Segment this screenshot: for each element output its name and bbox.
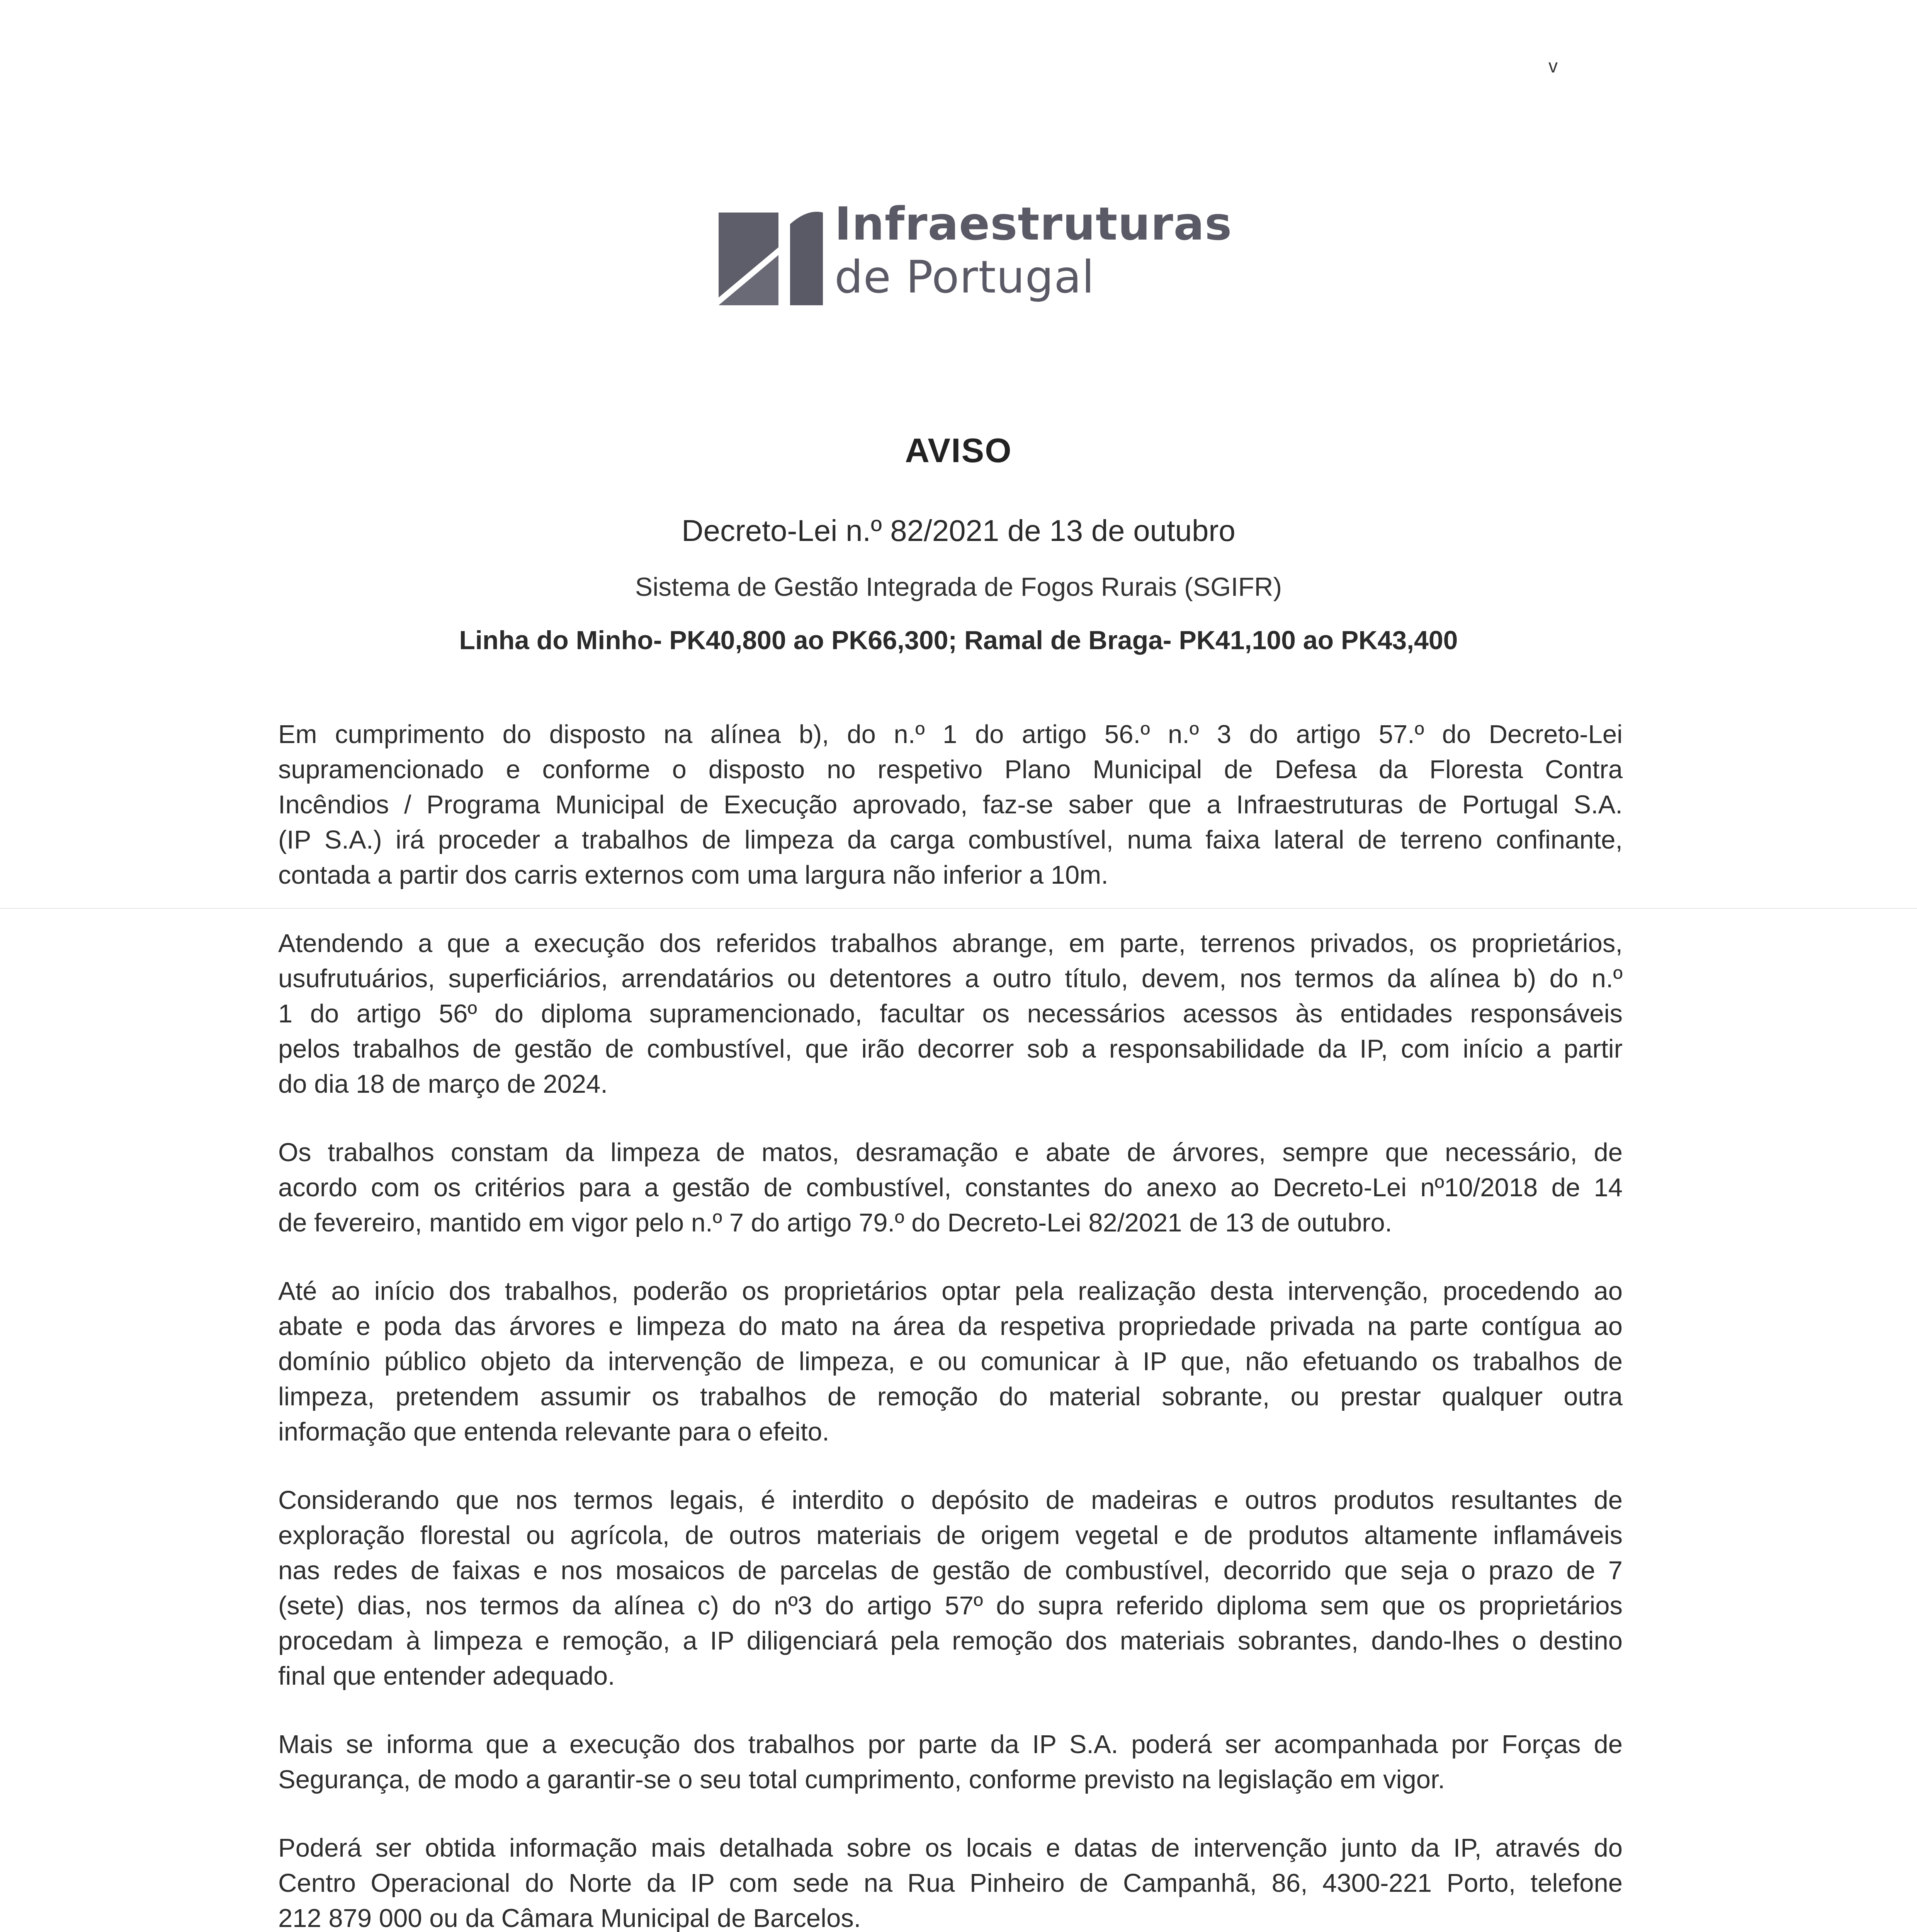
paragraph-2 <box>278 926 1623 1102</box>
paragraph-line: (sete) dias, nos termos da alínea c) do nº3 do artigo 57º do supra referido diploma sem que os proprietários <box>278 1591 1623 1620</box>
paragraph-line: Incêndios / Programa Municipal de Execução aprovado, faz-se saber que a Infraestruturas de Portugal S.A. <box>278 790 1623 819</box>
paragraph-line: abate e poda das árvores e limpeza do mato na área da respetiva propriedade privada na parte contígua ao <box>278 1312 1623 1341</box>
paragraph-line: Poderá ser obtida informação mais detalhada sobre os locais e datas de intervenção junto da IP, através do <box>278 1833 1623 1862</box>
paragraph-4 <box>278 1274 1623 1449</box>
paragraph-line: informação que entenda relevante para o efeito. <box>278 1417 829 1446</box>
paragraph-line: Segurança, de modo a garantir-se o seu total cumprimento, conforme previsto na legislação em vigor. <box>278 1765 1445 1794</box>
logo-mark-icon <box>711 201 827 313</box>
paragraph-5 <box>278 1483 1623 1694</box>
paragraph-6 <box>278 1727 1623 1797</box>
paragraph-line: limpeza, pretendem assumir os trabalhos de remoção do material sobrante, ou prestar qualquer outra <box>278 1382 1623 1411</box>
paragraph-line: nas redes de faixas e nos mosaicos de parcelas de gestão de combustível, decorrido que seja o prazo de 7 <box>278 1556 1623 1585</box>
paragraph-3 <box>278 1135 1623 1240</box>
paragraph-line: Atendendo a que a execução dos referidos trabalhos abrange, em parte, terrenos privados, os proprietários, <box>278 929 1623 958</box>
railway-section: Linha do Minho- PK40,800 ao PK66,300; Ramal de Braga- PK41,100 ao PK43,400 <box>459 626 1458 655</box>
paragraph-line: usufrutuários, superficiários, arrendatários ou detentores a outro título, devem, nos termos da alínea b) do n.º <box>278 964 1623 993</box>
paragraph-line: 212 879 000 ou da Câmara Municipal de Barcelos. <box>278 1904 861 1932</box>
paragraph-line: (IP S.A.) irá proceder a trabalhos de limpeza da carga combustível, numa faixa lateral de terreno confinante, <box>278 825 1623 854</box>
company-logo <box>711 197 1232 313</box>
paragraph-line: contada a partir dos carris externos com uma largura não inferior a 10m. <box>278 861 1108 889</box>
paragraph-line: final que entender adequado. <box>278 1662 615 1690</box>
paragraph-line: do dia 18 de março de 2024. <box>278 1070 608 1099</box>
paragraph-7 <box>278 1830 1623 1932</box>
paragraph-line: 1 do artigo 56º do diploma supramencionado, facultar os necessários acessos às entidades responsáveis <box>278 999 1623 1028</box>
paragraph-line: procedam à limpeza e remoção, a IP diligenciará pela remoção dos materiais sobrantes, dando-lhes o destino <box>278 1626 1623 1655</box>
paragraph-1 <box>278 717 1623 893</box>
paragraph-line: exploração florestal ou agrícola, de outros materiais de origem vegetal e de produtos altamente inflamáveis <box>278 1521 1623 1550</box>
paragraph-line: acordo com os critérios para a gestão de combustível, constantes do anexo ao Decreto-Lei nº10/2018 de 14 <box>278 1173 1623 1202</box>
paragraph-line: Até ao início dos trabalhos, poderão os proprietários optar pela realização desta intervenção, procedendo ao <box>278 1277 1623 1306</box>
paragraph-line: Mais se informa que a execução dos trabalhos por parte da IP S.A. poderá ser acompanhada por Forças de <box>278 1730 1623 1759</box>
system-name: Sistema de Gestão Integrada de Fogos Rurais (SGIFR) <box>635 572 1282 602</box>
page-title: AVISO <box>905 431 1012 469</box>
paragraph-line: Os trabalhos constam da limpeza de matos, desramação e abate de árvores, sempre que necessário, de <box>278 1138 1623 1167</box>
logo-text-secondary: de Portugal <box>834 251 1095 303</box>
paragraph-line: Considerando que nos termos legais, é interdito o depósito de madeiras e outros produtos resultantes de <box>278 1486 1623 1515</box>
paragraph-line: Centro Operacional do Norte da IP com sede na Rua Pinheiro de Campanhã, 86, 4300-221 Porto, telefone <box>278 1869 1623 1898</box>
decree-reference: Decreto-Lei n.º 82/2021 de 13 de outubro <box>681 514 1236 548</box>
paragraph-line: pelos trabalhos de gestão de combustível, que irão decorrer sob a responsabilidade da IP, com início a partir <box>278 1034 1623 1063</box>
paragraph-line: de fevereiro, mantido em vigor pelo n.º 7 do artigo 79.º do Decreto-Lei 82/2021 de 13 de outubro. <box>278 1208 1392 1237</box>
paragraph-line: domínio público objeto da intervenção de limpeza, e ou comunicar à IP que, não efetuando os trabalhos de <box>278 1347 1623 1376</box>
paragraph-line: Em cumprimento do disposto na alínea b), do n.º 1 do artigo 56.º n.º 3 do artigo 57.º do Decreto-Lei <box>278 720 1623 749</box>
notice-body <box>278 717 1623 1932</box>
paragraph-line: supramencionado e conforme o disposto no respetivo Plano Municipal de Defesa da Floresta Contra <box>278 755 1623 784</box>
logo-text-primary: Infraestruturas <box>834 197 1232 250</box>
